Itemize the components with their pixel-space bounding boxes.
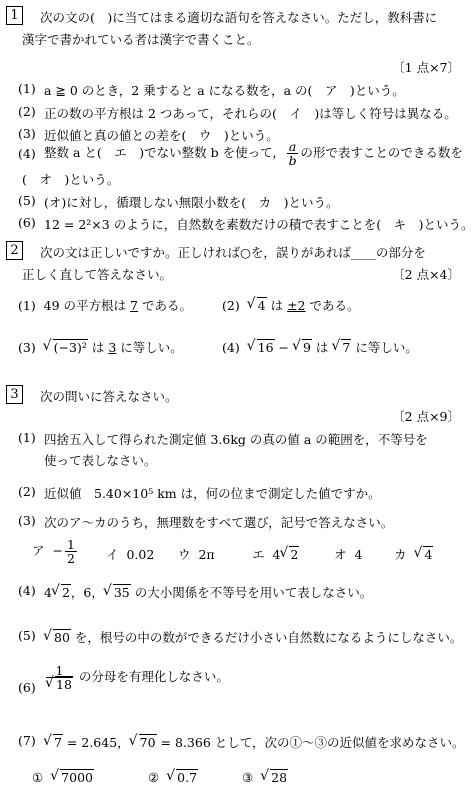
choice-e: オ 4 [334, 547, 363, 562]
s1-item-3-no: (3) [18, 126, 36, 141]
s3-q5: √ 80 を，根号の中の数ができるだけ小さい自然数になるようにしなさい。 [44, 628, 462, 646]
s3-q4: 4√ 2，6，√ 35 の大小関係を不等号を用いて表しなさい。 [44, 583, 372, 601]
s1-item-3: 近似値と真の値との差を( ウ )という。 [44, 128, 279, 143]
s2-item-2: (2) √ 4 は ±2 である。 [222, 296, 360, 314]
s3-q4-no: (4) [18, 583, 36, 598]
section-2-instruction-2: 正しく直して答えなさい。 [22, 267, 173, 282]
s3-q1-no: (1) [18, 430, 36, 445]
s3-q3: 次のア～カのうち，無理数をすべて選び，記号で答えなさい。 [44, 515, 394, 530]
s1-item-4-cont: ( オ )という。 [22, 172, 120, 187]
s3-q7-sub-2: ② √ 0.7 [148, 770, 198, 785]
s3-q2: 近似値 5.40×10⁵ km は，何の位まで測定した値ですか。 [44, 486, 381, 501]
s2-item-4: (4) √ 16 − √ 9 は √ 7 に等しい。 [222, 338, 418, 356]
s3-q5-no: (5) [18, 628, 36, 643]
section-3-points: 〔2 点×9〕 [392, 409, 460, 424]
section-1-number: 1 [6, 6, 23, 25]
choice-f: カ √ 4 [394, 545, 433, 563]
section-3-number: 3 [6, 385, 23, 404]
section-3-instruction: 次の問いに答えなさい。 [40, 389, 178, 404]
s1-item-4: 整数 a と( エ )でない整数 b を使って， $\frac{a}{b}$ の形で表すことのできる数を [44, 139, 463, 169]
section-2-number: 2 [6, 241, 23, 260]
s3-q6-no: (6) [18, 680, 36, 695]
s1-item-6: 12 = 2²×3 のように，自然数を素数だけの積で表すことを( キ )という。 [44, 217, 474, 232]
s3-q7: √ 7 = 2.645，√ 70 = 8.366 として，次の①～③の近似値を求めなさい。 [44, 733, 465, 751]
s1-item-4-no: (4) [18, 146, 36, 161]
s1-item-1-no: (1) [18, 81, 36, 96]
s2-item-3: (3) √ (−3)² は 3 に等しい。 [18, 338, 183, 356]
choice-b: イ 0.02 [106, 547, 155, 562]
s1-item-1: a ≧ 0 のとき，2 乗すると a になる数を，a の( ア )という。 [44, 83, 405, 98]
s1-item-2-no: (2) [18, 104, 36, 119]
s1-item-2: 正の数の平方根は 2 つあって，それらの( イ )は等しく符号は異なる。 [44, 106, 457, 121]
s3-q3-no: (3) [18, 513, 36, 528]
choice-c: ウ 2π [178, 547, 215, 562]
section-1-instruction-2: 漢字で書かれている者は漢字で書くこと。 [22, 32, 260, 47]
s3-q7-no: (7) [18, 733, 36, 748]
choice-d: エ 4√ 2 [252, 545, 299, 563]
section-1-instruction: 次の文の( )に当てはまる適切な語句を答えなさい。ただし，教科書に [40, 10, 438, 25]
section-2-points: 〔2 点×4〕 [392, 267, 460, 282]
s2-item-1: (1) 49 の平方根は 7 である。 [18, 298, 192, 313]
s1-item-6-no: (6) [18, 215, 36, 230]
s3-q1: 四捨五入して得られた測定値 3.6kg の真の値 a の範囲を，不等号を [44, 432, 428, 447]
s1-item-5-no: (5) [18, 193, 36, 208]
choice-a: ア − $\frac{1}{2}$ [32, 537, 75, 567]
s3-q7-sub-3: ③ √ 28 [242, 770, 288, 785]
s3-q6: 1 √ 18 の分母を有理化しなさい。 [44, 664, 229, 691]
s3-q7-sub-1: ① √ 7000 [32, 770, 94, 785]
section-1-points: 〔1 点×7〕 [392, 60, 460, 75]
s3-q2-no: (2) [18, 484, 36, 499]
s1-item-5: (オ)に対し，循環しない無限小数を( カ )という。 [44, 195, 339, 210]
s3-q1-cont: 使って表しなさい。 [44, 453, 157, 468]
section-2-instruction: 次の文は正しいですか。正しければ○を，誤りがあれば____の部分を [40, 245, 426, 260]
